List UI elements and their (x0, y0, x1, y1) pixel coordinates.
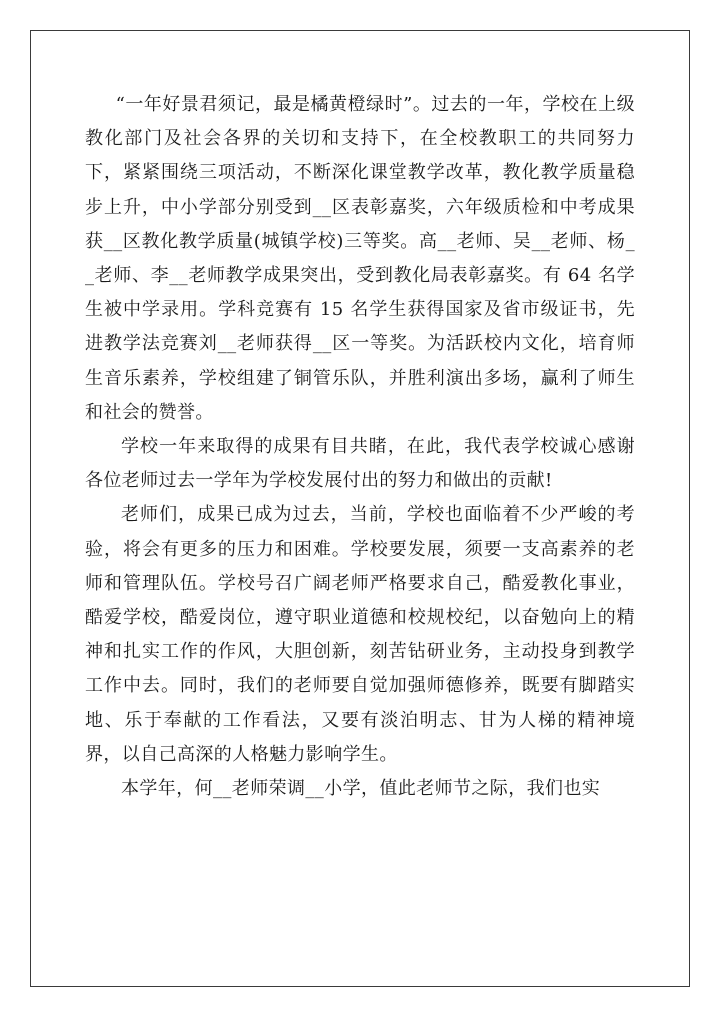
paragraph-challenges: 老师们，成果已成为过去，当前，学校也面临着不少严峻的考验，将会有更多的压力和困难。学校要发展，须要一支高素养的老师和管理队伍。学校号召广阔老师严格要求自己，酷爱教化事业，酷爱学校，酷爱岗位，遵守职业道德和校规校纪，以奋勉向上的精神和扎实工作的作风，大胆创新，刻苦钻研业务，主动投身到教学工作中去。同时，我们的老师要自觉加强师德修养，既要有脚踏实地、乐于奉献的工作看法，又要有淡泊明志、甘为人梯的精神境界，以自己高深的人格魅力影响学生。 (85, 504, 635, 765)
document-body (85, 88, 635, 806)
paragraph-achievements: “一年好景君须记，最是橘黄橙绿时”。过去的一年，学校在上级教化部门及社会各界的关切和支持下，在全校教职工的共同努力下，紧紧围绕三项活动，不断深化课堂教学改革，教化教学质量稳步上升，中小学部分别受到__区表彰嘉奖，六年级质检和中考成果获__区教化教学质量(城镇学校)三等奖。高__老师、吴__老师、杨__老师、李__老师教学成果突出，受到教化局表彰嘉奖。有 64 名学生被中学录用。学科竞赛有 15 名学生获得国家及省市级证书，先进教学法竞赛刘__老师获得__区一等奖。为活跃校内文化，培育师生音乐素养，学校组建了铜管乐队，并胜利演出多场，赢利了师生和社会的赞誉。 (85, 94, 635, 423)
paragraph-thanks: 学校一年来取得的成果有目共睹，在此，我代表学校诚心感谢各位老师过去一学年为学校发展付出的努力和做出的贡献! (85, 436, 635, 492)
paragraph-transfer: 本学年，何__老师荣调__小学，值此老师节之际，我们也实 (121, 778, 601, 800)
